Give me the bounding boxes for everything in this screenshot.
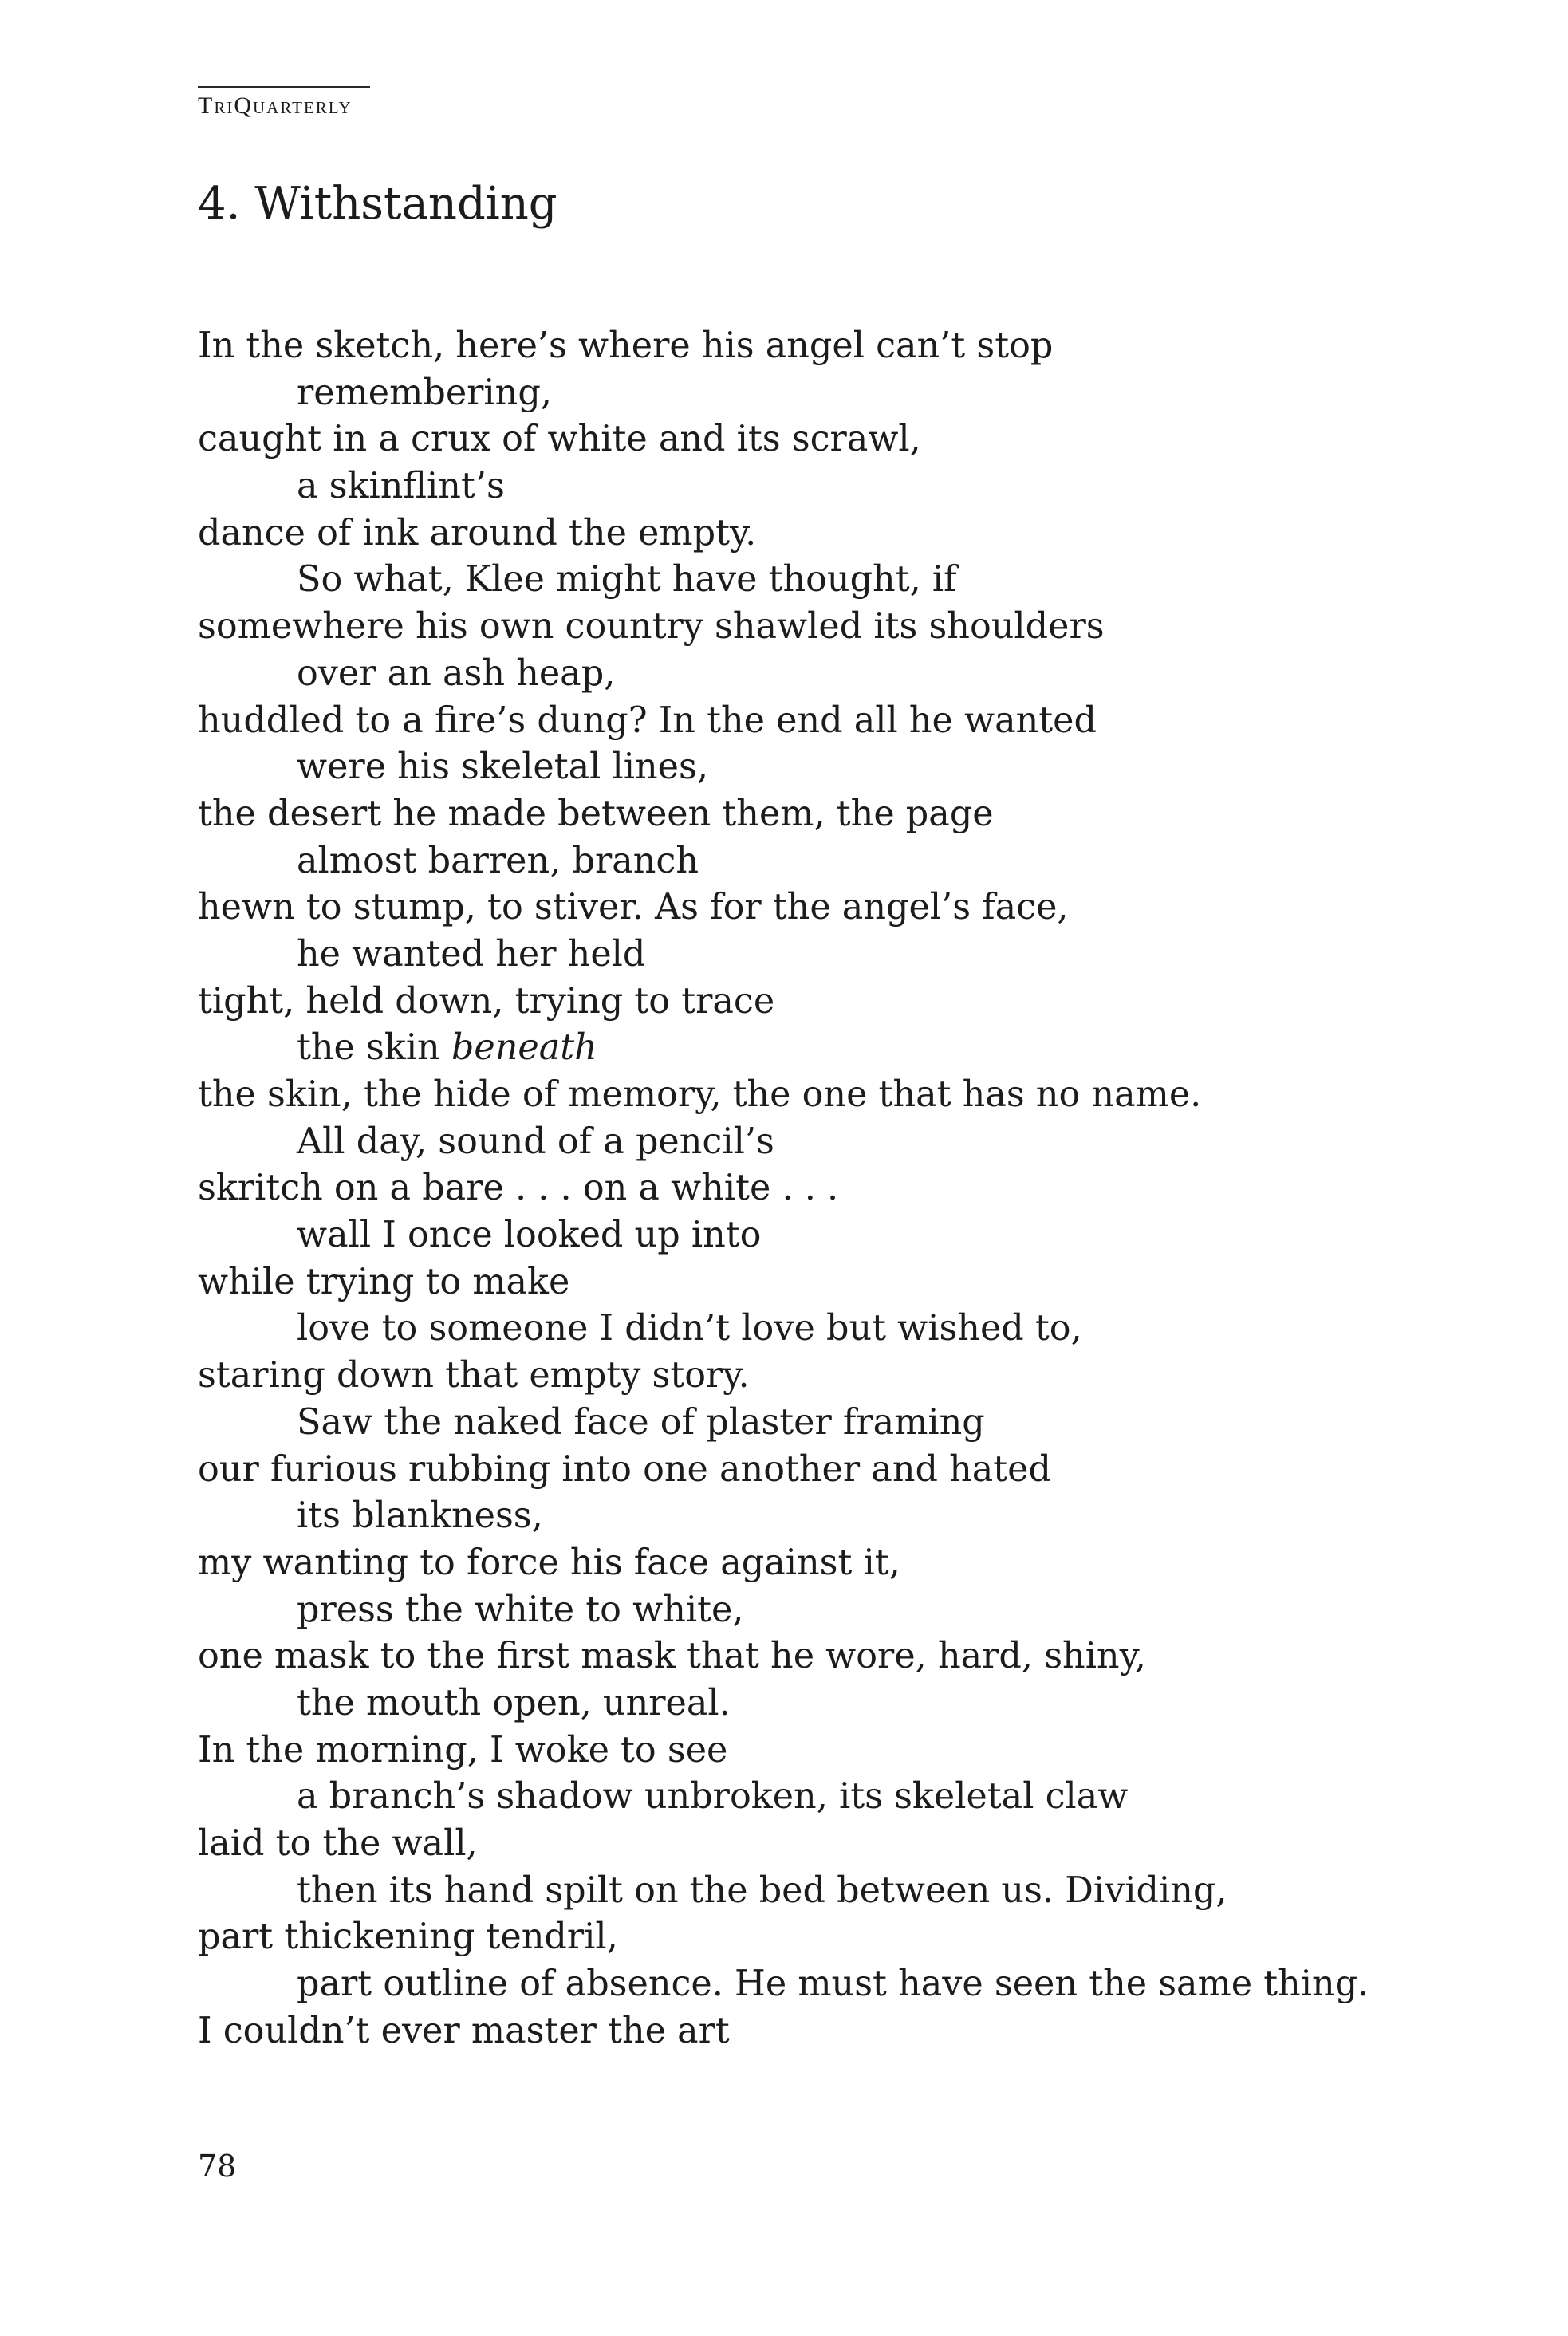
poem-line-text: In the morning, I woke to see bbox=[198, 1729, 728, 1771]
poem-line-text: the desert he made between them, the page bbox=[198, 793, 994, 834]
poem-line bbox=[198, 744, 1394, 791]
poem-line bbox=[198, 2008, 1394, 2055]
poem-line bbox=[198, 1821, 1394, 1868]
poem-line bbox=[198, 1680, 1394, 1727]
poem-line-text: wall I once looked up into bbox=[297, 1215, 762, 1256]
poem-line bbox=[198, 557, 1394, 604]
poem-line-text: the skin, the hide of memory, the one that has no name. bbox=[198, 1074, 1202, 1115]
poem-line bbox=[198, 1353, 1394, 1400]
poem-line-text: the mouth open, unreal. bbox=[297, 1682, 731, 1723]
poem-line bbox=[198, 1774, 1394, 1821]
poem-line bbox=[198, 1119, 1394, 1166]
poem-line-text: our furious rubbing into one another and hated bbox=[198, 1448, 1051, 1490]
poem-line bbox=[198, 1447, 1394, 1494]
poem-line bbox=[198, 1868, 1394, 1915]
poem-line-text: one mask to the first mask that he wore, hard, shiny, bbox=[198, 1636, 1146, 1677]
poem-line-text: So what, Klee might have thought, if bbox=[297, 559, 957, 601]
poem-line-text: its blankness, bbox=[297, 1495, 543, 1537]
poem-line bbox=[198, 1400, 1394, 1447]
poem-line-text: caught in a crux of white and its scrawl, bbox=[198, 419, 921, 460]
running-head-rule bbox=[198, 86, 370, 88]
poem-line bbox=[198, 1540, 1394, 1587]
poem-line-text: almost barren, branch bbox=[297, 840, 699, 881]
poem-line bbox=[198, 1072, 1394, 1119]
poem-line-text: a branch’s shadow unbroken, its skeletal claw bbox=[297, 1776, 1129, 1818]
poem-line bbox=[198, 1212, 1394, 1259]
poem-line bbox=[198, 1727, 1394, 1775]
poem-line bbox=[198, 1493, 1394, 1540]
poem-line-text: then its hand spilt on the bed between us. Dividing, bbox=[297, 1869, 1227, 1911]
poem-line-text: dance of ink around the empty. bbox=[198, 512, 757, 553]
poem-line-text: Saw the naked face of plaster framing bbox=[297, 1401, 985, 1443]
poem-line-text: staring down that empty story. bbox=[198, 1355, 750, 1396]
poem-line bbox=[198, 698, 1394, 745]
poem-line bbox=[198, 1587, 1394, 1634]
journal-name: TriQuarterly bbox=[198, 93, 353, 119]
poem-line-text: part outline of absence. He must have seen the same thing. bbox=[297, 1964, 1369, 2005]
poem-line bbox=[198, 979, 1394, 1026]
poem-line-text: I couldn’t ever master the art bbox=[198, 2010, 730, 2051]
poem-line bbox=[198, 1306, 1394, 1353]
poem-line bbox=[198, 370, 1394, 417]
running-head bbox=[198, 86, 370, 118]
poem-line-text: press the white to white, bbox=[297, 1589, 744, 1630]
poem-line-text: huddled to a fire’s dung? In the end all he wanted bbox=[198, 699, 1097, 741]
poem-line-text: a skinflint’s bbox=[297, 466, 505, 507]
page-number: 78 bbox=[198, 2149, 237, 2184]
poem-line-text: over an ash heap, bbox=[297, 652, 616, 694]
poem-title: 4. Withstanding bbox=[198, 178, 557, 230]
poem-line-text: part thickening tendril, bbox=[198, 1916, 618, 1958]
poem-line-text: laid to the wall, bbox=[198, 1823, 478, 1864]
poem-line bbox=[198, 604, 1394, 651]
poem-line bbox=[198, 1961, 1394, 2008]
poem-line-italic-text: beneath bbox=[451, 1027, 597, 1069]
poem-line bbox=[198, 1165, 1394, 1212]
poem-line-text: hewn to stump, to stiver. As for the angel’s face, bbox=[198, 887, 1069, 928]
poem-line-text: tight, held down, trying to trace bbox=[198, 980, 775, 1022]
poem-line bbox=[198, 791, 1394, 838]
poem-line-text: were his skeletal lines, bbox=[297, 746, 708, 788]
poem-line bbox=[198, 651, 1394, 698]
poem-line bbox=[198, 932, 1394, 979]
poem-line-text: while trying to make bbox=[198, 1261, 570, 1302]
poem-line bbox=[198, 1259, 1394, 1306]
poem-line bbox=[198, 838, 1394, 885]
poem-line-text: he wanted her held bbox=[297, 933, 646, 975]
poem-line-text: love to someone I didn’t love but wished to, bbox=[297, 1308, 1082, 1349]
poem-line bbox=[198, 884, 1394, 932]
poem-line-text: my wanting to force his face against it, bbox=[198, 1542, 900, 1583]
poem-line bbox=[198, 1914, 1394, 1961]
poem-line bbox=[198, 1025, 1394, 1072]
poem-line-text: the skin bbox=[297, 1027, 451, 1069]
poem-body bbox=[198, 323, 1394, 2054]
poem-line-text: In the sketch, here’s where his angel can’t stop bbox=[198, 325, 1054, 366]
poem-line bbox=[198, 1633, 1394, 1680]
poem-line-text: remembering, bbox=[297, 372, 552, 413]
poem-line-text: somewhere his own country shawled its shoulders bbox=[198, 606, 1105, 648]
poem-line-text: skritch on a bare . . . on a white . . . bbox=[198, 1168, 839, 1209]
poem-line-text: All day, sound of a pencil’s bbox=[297, 1121, 774, 1162]
poem-line bbox=[198, 510, 1394, 557]
poem-line bbox=[198, 416, 1394, 463]
poem-line bbox=[198, 463, 1394, 510]
poem-line bbox=[198, 323, 1394, 370]
